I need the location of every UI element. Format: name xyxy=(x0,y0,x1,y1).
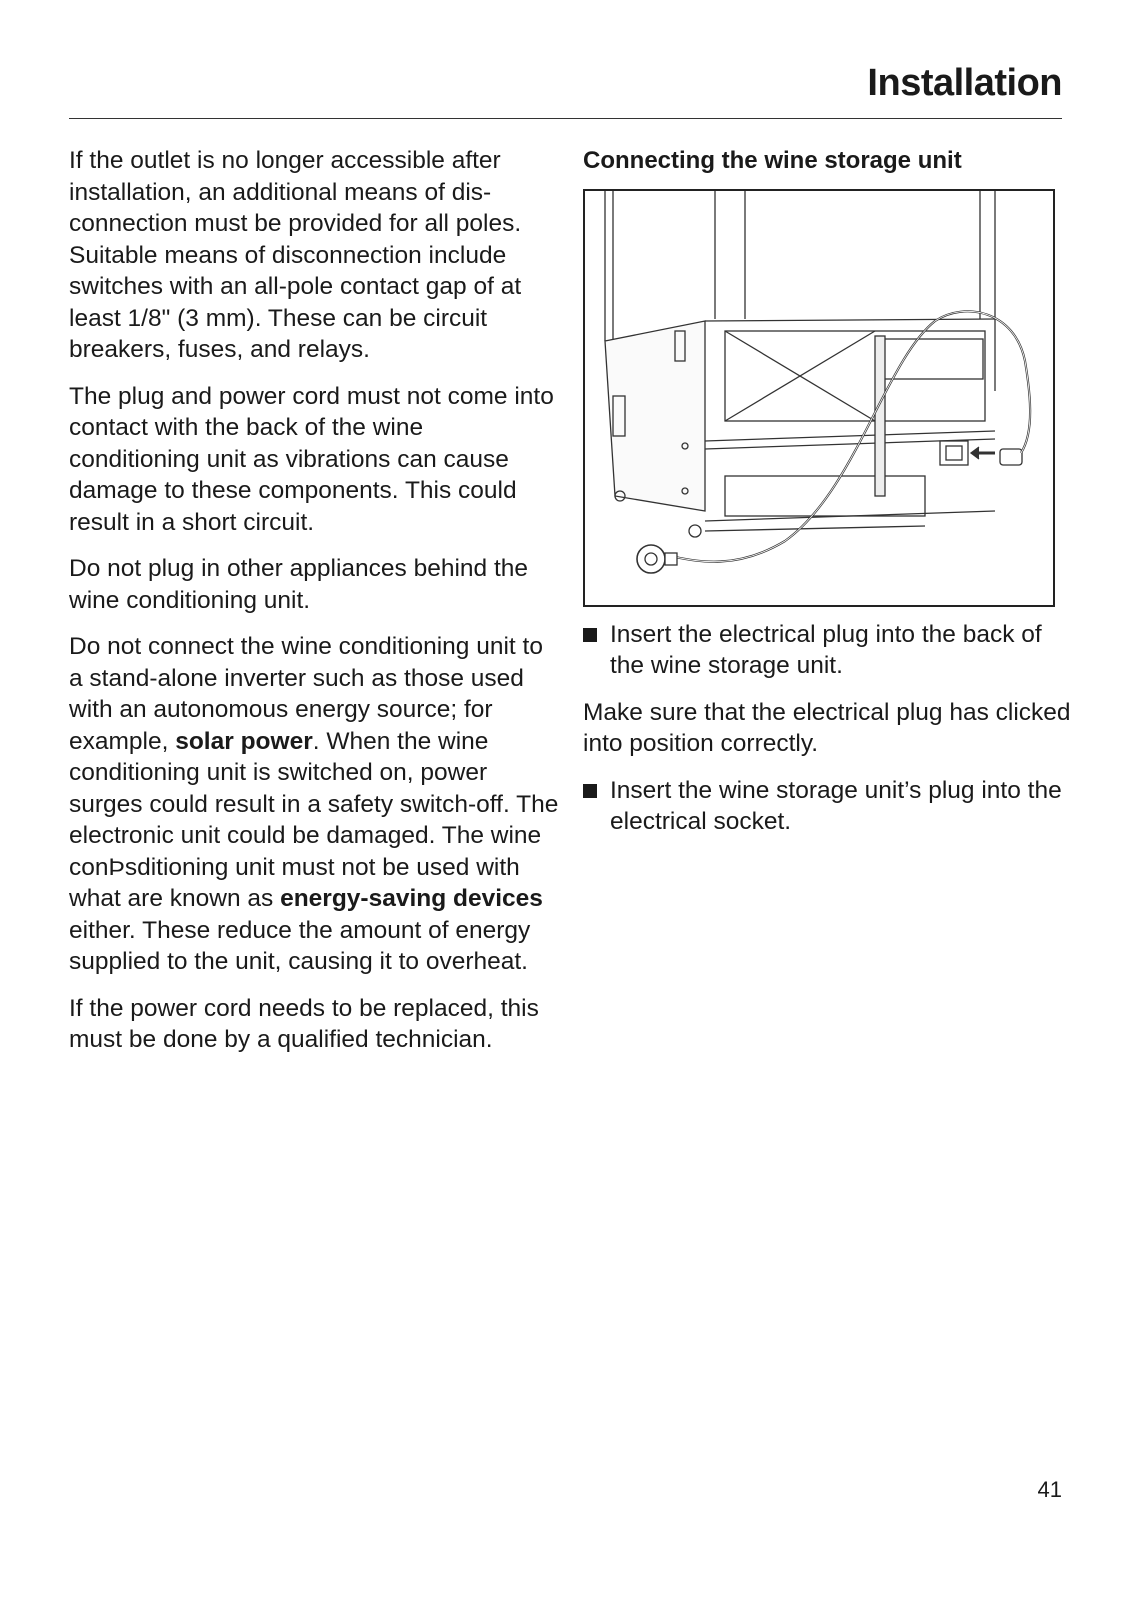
bullet-square-icon xyxy=(583,628,597,642)
page-number: 41 xyxy=(1037,1477,1062,1502)
energy-saving-devices-emphasis: energy-saving devices xyxy=(280,885,543,912)
appliance-back-illustration xyxy=(583,189,1055,607)
inverter-text-3: either. These reduce the amount of energy supplied to the unit, causing it to overheat. xyxy=(69,916,531,975)
solar-power-emphasis: solar power xyxy=(175,727,313,755)
header-rule xyxy=(69,118,1062,119)
section-heading: Connecting the wine storage unit xyxy=(583,147,962,174)
inverter-text-1: Do not connect the wine conditioning unit to a stand-alone inverter such as those used with an autonomous energy source; for example, xyxy=(69,633,543,755)
paragraph-outlet-disconnection: If the outlet is no longer accessible after installation, an additional means of disconnection must be provided for all poles. Suitable means of disconnection include switches with an all-pole contact gap of at least 1/8" (3 mm). These can be circuit breakers, fuses, and relays. xyxy=(69,147,522,363)
inverter-text-2: . When the wine conditioning unit is switched on, power surges could result in a safety switch-off. The electronic unit could be damaged. The wine conÞsditioning unit must not be used with what are known as xyxy=(69,727,559,912)
instruction-text: Insert the electrical plug into the back of the wine storage unit. xyxy=(610,620,1042,679)
right-column xyxy=(583,145,1073,853)
paragraph-cord-replacement: If the power cord needs to be replaced, this must be done by a qualified technician. xyxy=(69,994,539,1053)
paragraph-inverter-warning xyxy=(69,631,559,978)
instruction-insert-plug xyxy=(583,619,1073,682)
page-title: Installation xyxy=(867,62,1062,104)
paragraph-power-cord-contact: The plug and power cord must not come into contact with the back of the wine conditioning unit as vibrations can cause damage to these components. This could result in a short circuit. xyxy=(69,382,554,536)
left-column xyxy=(69,145,559,1071)
bullet-square-icon xyxy=(583,784,597,798)
instruction-text: Insert the wine storage unit’s plug into the electrical socket. xyxy=(610,776,1062,835)
instruction-insert-socket xyxy=(583,775,1073,838)
note-clicked-in: Make sure that the electrical plug has clicked into position correctly. xyxy=(583,698,1071,757)
paragraph-other-appliances: Do not plug in other appliances behind the wine conditioning unit. xyxy=(69,555,529,614)
